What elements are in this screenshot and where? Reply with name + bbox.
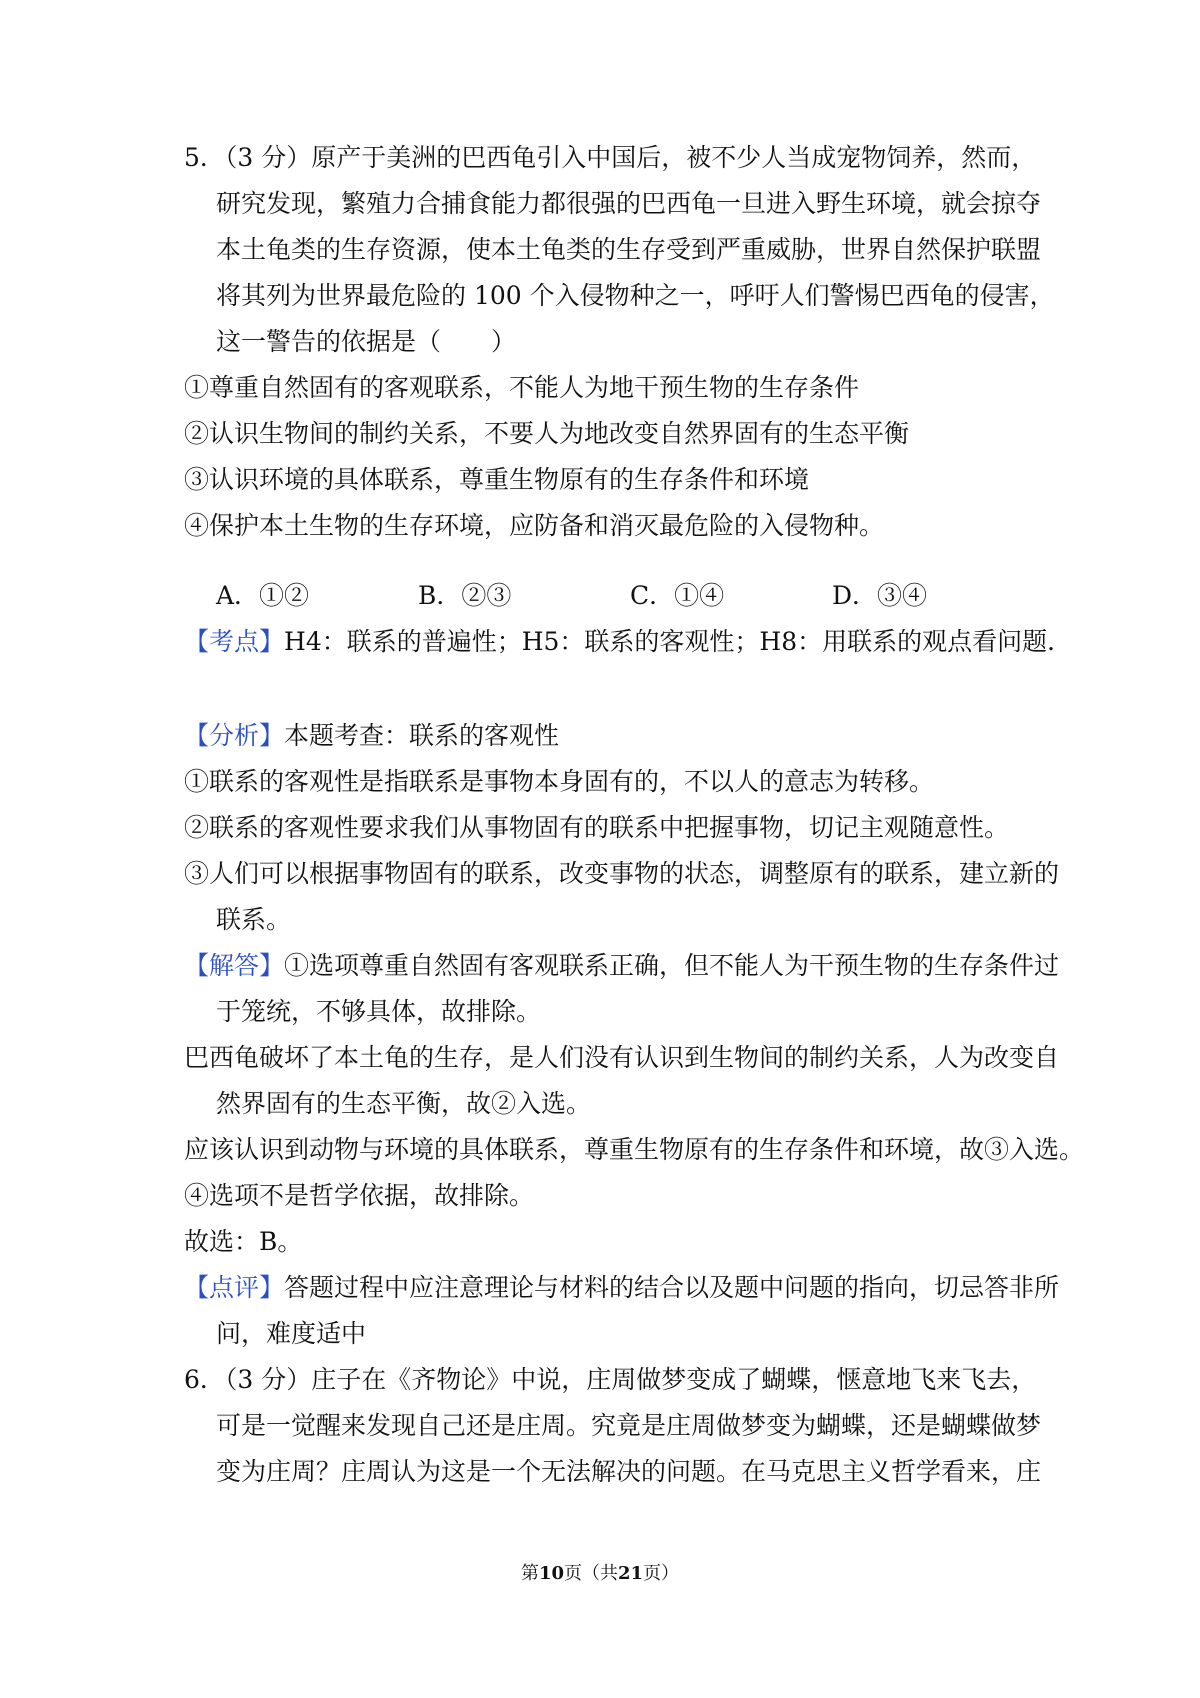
fenxi-line-3: ③人们可以根据事物固有的联系，改变事物的状态，调整原有的联系，建立新的 <box>184 859 1060 888</box>
jieda-line-4: 应该认识到动物与环境的具体联系，尊重生物原有的生存条件和环境，故③入选。 <box>184 1135 1085 1164</box>
fenxi-section <box>184 720 559 752</box>
statement-2: ②认识生物间的制约关系，不要人为地改变自然界固有的生态平衡 <box>184 419 910 448</box>
jieda-section <box>184 950 1059 982</box>
jieda-line-2: 巴西龟破坏了本土龟的生存，是人们没有认识到生物间的制约关系，人为改变自 <box>184 1043 1060 1072</box>
fenxi-line-4: 联系。 <box>216 905 292 934</box>
jieda-line-3: 然界固有的生态平衡，故②入选。 <box>216 1089 592 1118</box>
footer-pre: 第 <box>520 1563 539 1584</box>
fenxi-text: 本题考查：联系的客观性 <box>284 721 560 750</box>
q6-line-2: 可是一觉醒来发现自己还是庄周。究竟是庄周做梦变为蝴蝶，还是蝴蝶做梦 <box>216 1411 1042 1440</box>
kaodian-tag: 【考点】 <box>184 627 285 656</box>
kaodian-section <box>184 626 1072 658</box>
footer-total-pages: 21 <box>618 1563 644 1584</box>
statement-4: ④保护本土生物的生存环境，应防备和消灭最危险的入侵物种。 <box>184 511 885 540</box>
q5-line-4: 将其列为世界最危险的 100 个入侵物种之一，呼吁人们警惕巴西龟的侵害， <box>216 281 1055 310</box>
jieda-tag: 【解答】 <box>184 951 285 980</box>
footer-mid: 页（共 <box>564 1563 618 1584</box>
kaodian-text: H4：联系的普遍性；H5：联系的客观性；H8：用联系的观点看问题． <box>284 627 1073 656</box>
jieda-answer: 故选：B。 <box>184 1227 303 1256</box>
statement-1: ①尊重自然固有的客观联系，不能人为地干预生物的生存条件 <box>184 373 860 402</box>
option-b: B．②③ <box>418 581 512 610</box>
fenxi-tag: 【分析】 <box>184 721 285 750</box>
dianping-section <box>184 1272 1059 1304</box>
q6-line-3: 变为庄周？庄周认为这是一个无法解决的问题。在马克思主义哲学看来，庄 <box>216 1457 1042 1486</box>
jieda-line-5: ④选项不是哲学依据，故排除。 <box>184 1181 535 1210</box>
dianping-tag: 【点评】 <box>184 1273 285 1302</box>
q6-line-1: 6．（3 分）庄子在《齐物论》中说，庄周做梦变成了蝴蝶，惬意地飞来飞去， <box>184 1365 1037 1394</box>
q5-line-1: 5．（3 分）原产于美洲的巴西龟引入中国后，被不少人当成宠物饲养，然而， <box>184 143 1037 172</box>
fenxi-line-1: ①联系的客观性是指联系是事物本身固有的，不以人的意志为转移。 <box>184 767 935 796</box>
dianping-line-2: 问，难度适中 <box>216 1319 367 1348</box>
q5-line-2: 研究发现，繁殖力合捕食能力都很强的巴西龟一旦进入野生环境，就会掠夺 <box>216 189 1042 218</box>
q5-line-3: 本土龟类的生存资源，使本土龟类的生存受到严重威胁，世界自然保护联盟 <box>216 235 1042 264</box>
dianping-text: 答题过程中应注意理论与材料的结合以及题中问题的指向，切忌答非所 <box>284 1273 1060 1302</box>
option-d: D．③④ <box>832 581 928 610</box>
statement-3: ③认识环境的具体联系，尊重生物原有的生存条件和环境 <box>184 465 810 494</box>
fenxi-line-2: ②联系的客观性要求我们从事物固有的联系中把握事物，切记主观随意性。 <box>184 813 1010 842</box>
jieda-line-1: 于笼统，不够具体，故排除。 <box>216 997 542 1026</box>
page-footer <box>0 1562 1200 1586</box>
q5-line-5: 这一警告的依据是（ ） <box>216 327 517 356</box>
option-c: C．①④ <box>630 581 725 610</box>
footer-page-number: 10 <box>538 1563 564 1584</box>
jieda-text: ①选项尊重自然固有客观联系正确，但不能人为干预生物的生存条件过 <box>284 951 1060 980</box>
option-a: A．①② <box>216 581 310 610</box>
footer-post: 页） <box>643 1563 680 1584</box>
